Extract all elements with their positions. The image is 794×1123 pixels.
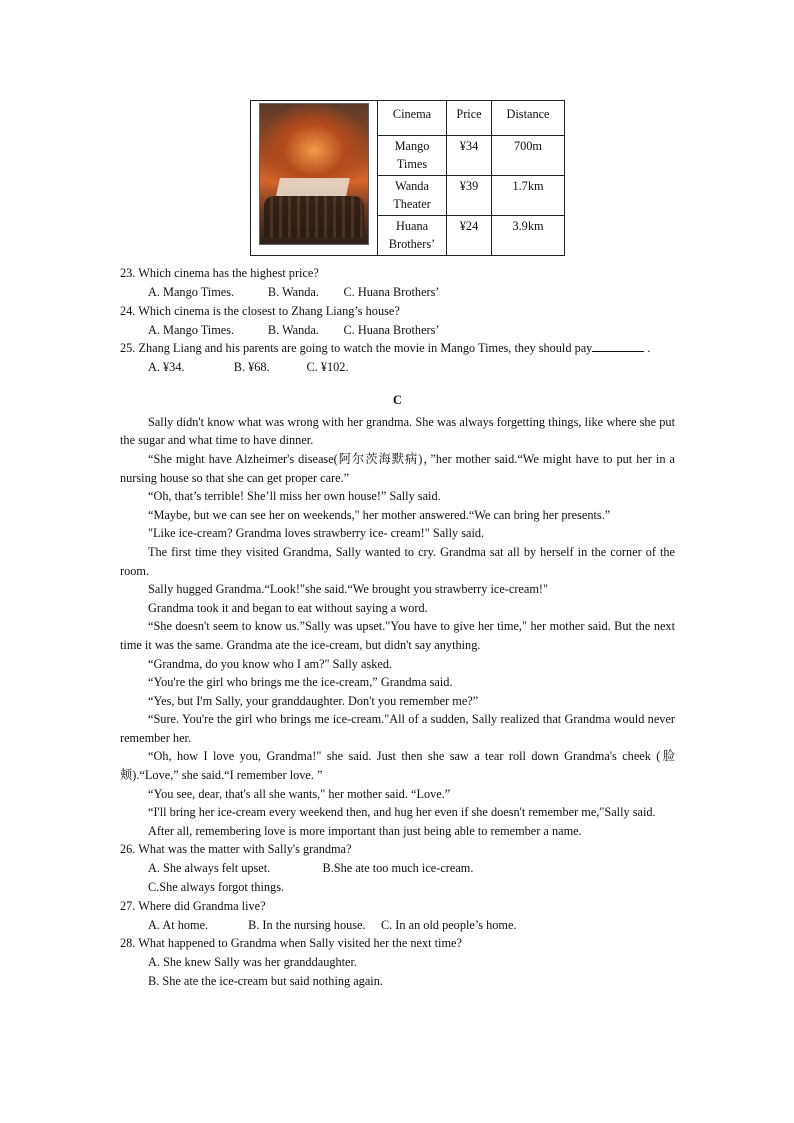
question-25-tail: .: [644, 341, 651, 356]
question-24-options: A. Mango Times. B. Wanda. C. Huana Brothers’: [148, 322, 440, 337]
question-27: 27. Where did Grandma live?: [120, 898, 266, 913]
passage-paragraph: “Grandma, do you know who I am?" Sally asked.: [148, 656, 393, 671]
question-28: 28. What happened to Grandma when Sally visited her the next time?: [120, 936, 462, 951]
passage-paragraph: Sally hugged Grandma.“Look!"she said.“We brought you strawberry ice-cream!": [148, 582, 549, 597]
passage-paragraph: Grandma took it and began to eat without saying a word.: [148, 600, 428, 615]
cinema-name: Wanda Theater: [378, 175, 447, 215]
cinema-distance: 3.9km: [492, 215, 565, 255]
question-24: 24. Which cinema is the closest to Zhang Liang’s house?: [120, 303, 400, 318]
question-25-text: 25. Zhang Liang and his parents are going to watch the movie in Mango Times, they should pay: [120, 341, 593, 356]
worksheet-page: [120, 100, 675, 990]
section-title: C: [393, 392, 402, 407]
header-price: Price: [447, 101, 492, 136]
passage-paragraph: "Like ice-cream? Grandma loves strawberry ice- cream!" Sally said.: [148, 526, 485, 541]
question-28-option-b: B. She ate the ice-cream but said nothing again.: [148, 973, 383, 988]
passage-paragraph: “Sure. You're the girl who brings me ice-cream."All of a sudden, Sally realized that Grandma would never remember her.: [120, 712, 675, 745]
question-25-options: A. ¥34. B. ¥68. C. ¥102.: [148, 360, 349, 375]
question-26-options-line1: A. She always felt upset. B.She ate too much ice-cream.: [148, 861, 474, 876]
question-23-options: A. Mango Times. B. Wanda. C. Huana Brothers’: [148, 285, 440, 299]
cinema-name: Mango Times: [378, 135, 447, 175]
cinema-name: Huana Brothers’: [378, 215, 447, 255]
answer-blank: [592, 339, 644, 352]
passage-paragraph: Sally didn't know what was wrong with her grandma. She was always forgetting things, like where she put the sugar and what time to have dinner.: [120, 414, 675, 448]
header-cinema: Cinema: [378, 101, 447, 136]
cinema-distance: 1.7km: [492, 175, 565, 215]
question-28-option-a: A. She knew Sally was her granddaughter.: [148, 955, 357, 970]
question-27-options: A. At home. B. In the nursing house. C. In an old people’s home.: [148, 917, 517, 932]
cinema-price: ¥34: [447, 135, 492, 175]
passage-paragraph: The first time they visited Grandma, Sally wanted to cry. Grandma sat all by herself in the corner of the room.: [120, 544, 675, 578]
cinema-price: ¥39: [447, 175, 492, 215]
question-26: 26. What was the matter with Sally's grandma?: [120, 842, 352, 857]
cinema-distance: 700m: [492, 135, 565, 175]
passage-paragraph: “Oh, how I love you, Grandma!" she said. Just then she saw a tear roll down Grandma's cheek (脸颊).“Love,” she said.“I remember love. ”: [120, 749, 675, 783]
passage-paragraph: “Maybe, but we can see her on weekends," her mother answered.“We can bring her presents.”: [148, 507, 611, 522]
passage-paragraph: “I'll bring her ice-cream every weekend then, and hug her even if she doesn't remember me,"Sally said.: [148, 805, 656, 820]
passage-paragraph: “You're the girl who brings me the ice-cream,” Grandma said.: [148, 675, 453, 690]
passage-paragraph: “Yes, but I'm Sally, your granddaughter. Don't you remember me?”: [148, 693, 479, 708]
question-26-options-line2: C.She always forgot things.: [148, 880, 285, 895]
question-25: [120, 339, 675, 358]
passage-paragraph: “Oh, that’s terrible! She’ll miss her own house!” Sally said.: [148, 489, 441, 504]
header-distance: Distance: [492, 101, 565, 136]
movie-poster-image: [259, 103, 369, 245]
cinema-table: [250, 100, 565, 256]
cinema-price: ¥24: [447, 215, 492, 255]
passage-paragraph: “She doesn't seem to know us.”Sally was upset."You have to give her time," her mother said. But the next time it was the same. Grandma ate the ice-cream, but didn't say anything.: [120, 619, 675, 652]
passage-paragraph: “She might have Alzheimer's disease(阿尔茨海默病)，”her mother said.“We might have to put her in a nursing house so that she can get proper care.”: [120, 451, 675, 485]
movie-poster-cell: [251, 101, 378, 256]
passage-paragraph: “You see, dear, that's all she wants," her mother said. “Love.”: [148, 786, 451, 801]
passage-paragraph: After all, remembering love is more important than just being able to remember a name.: [148, 823, 582, 838]
question-23: 23. Which cinema has the highest price?: [120, 266, 319, 280]
